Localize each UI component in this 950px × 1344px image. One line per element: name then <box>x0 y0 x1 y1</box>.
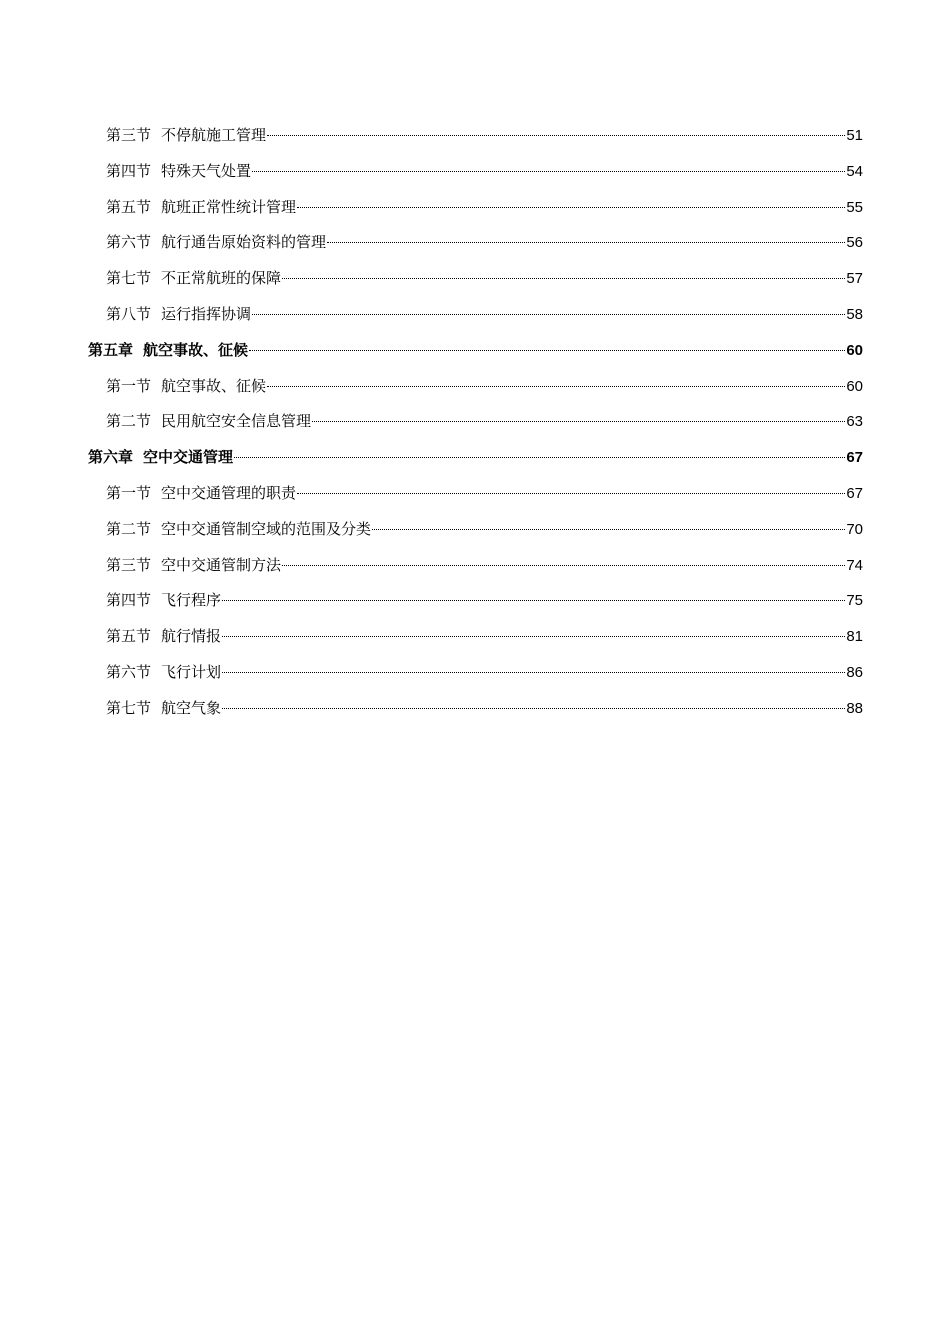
toc-entry-section[interactable] <box>88 225 863 261</box>
toc-dot-leader <box>252 171 845 172</box>
toc-dot-leader <box>222 600 845 601</box>
toc-dot-leader <box>312 421 845 422</box>
toc-entry-title: 空中交通管理的职责 <box>161 483 297 502</box>
toc-entry-page: 86 <box>846 663 863 681</box>
toc-entry-page: 63 <box>846 413 863 431</box>
toc-entry-page: 51 <box>846 127 863 144</box>
toc-entry-title: 航空事故、征候 <box>161 376 267 395</box>
toc-dot-leader <box>222 708 845 709</box>
toc-entry-page: 88 <box>846 699 863 717</box>
toc-entry-section[interactable] <box>88 190 863 226</box>
toc-entry-number: 第七节 <box>106 698 152 717</box>
toc-entry-title: 运行指挥协调 <box>161 304 252 323</box>
toc-entry-number: 第四节 <box>106 161 152 180</box>
table-of-contents <box>88 118 863 727</box>
toc-entry-page: 60 <box>846 377 863 395</box>
toc-entry-title: 空中交通管理 <box>143 448 234 467</box>
toc-dot-leader <box>222 672 845 673</box>
toc-entry-section[interactable] <box>88 369 863 405</box>
toc-entry-title: 不停航施工管理 <box>161 126 267 144</box>
toc-entry-number: 第五章 <box>88 340 134 359</box>
toc-entry-section[interactable] <box>88 548 863 584</box>
toc-entry-page: 70 <box>846 520 863 538</box>
toc-entry-page: 58 <box>846 305 863 323</box>
toc-entry-section[interactable] <box>88 261 863 297</box>
toc-entry-page: 54 <box>846 162 863 180</box>
toc-entry-number: 第一节 <box>106 483 152 502</box>
toc-dot-leader <box>282 565 845 566</box>
toc-entry-number: 第四节 <box>106 591 152 610</box>
toc-dot-leader <box>282 278 845 279</box>
toc-entry-page: 55 <box>846 198 863 216</box>
toc-dot-leader <box>297 493 845 494</box>
toc-entry-title: 航空气象 <box>161 698 222 717</box>
toc-entry-number: 第六节 <box>106 233 152 252</box>
toc-dot-leader <box>222 636 845 637</box>
toc-entry-title: 不正常航班的保障 <box>161 269 282 288</box>
toc-dot-leader <box>327 242 845 243</box>
toc-dot-leader <box>249 350 845 351</box>
toc-dot-leader <box>267 386 845 387</box>
toc-entry-page: 67 <box>846 484 863 502</box>
toc-entry-title: 空中交通管制方法 <box>161 555 282 574</box>
toc-entry-section[interactable] <box>88 512 863 548</box>
toc-entry-section[interactable] <box>88 583 863 619</box>
toc-entry-section[interactable] <box>88 619 863 655</box>
toc-dot-leader <box>297 207 845 208</box>
toc-entry-number: 第二节 <box>106 519 152 538</box>
toc-entry-number: 第五节 <box>106 197 152 216</box>
toc-entry-section[interactable] <box>88 476 863 512</box>
toc-entry-section[interactable] <box>88 297 863 333</box>
toc-dot-leader <box>234 457 845 458</box>
toc-entry-section[interactable] <box>88 404 863 440</box>
toc-dot-leader <box>267 135 845 136</box>
toc-entry-section[interactable] <box>88 154 863 190</box>
toc-entry-section[interactable] <box>88 655 863 691</box>
toc-entry-page: 67 <box>846 449 863 467</box>
toc-entry-page: 81 <box>846 628 863 646</box>
toc-entry-title: 飞行程序 <box>161 591 222 610</box>
toc-entry-title: 空中交通管制空域的范围及分类 <box>161 519 372 538</box>
toc-entry-number: 第七节 <box>106 269 152 288</box>
toc-entry-title: 特殊天气处置 <box>161 161 252 180</box>
toc-entry-title: 航行通告原始资料的管理 <box>161 233 327 252</box>
toc-dot-leader <box>372 529 845 530</box>
toc-entry-number: 第二节 <box>106 412 152 431</box>
toc-entry-title: 飞行计划 <box>161 662 222 681</box>
toc-entry-number: 第一节 <box>106 376 152 395</box>
toc-entry-title: 航班正常性统计管理 <box>161 197 297 216</box>
toc-entry-title: 航空事故、征候 <box>143 340 249 359</box>
toc-entry-page: 75 <box>846 592 863 610</box>
toc-dot-leader <box>252 314 845 315</box>
toc-entry-number: 第八节 <box>106 304 152 323</box>
toc-entry-chapter[interactable] <box>88 440 863 476</box>
toc-entry-number: 第六节 <box>106 662 152 681</box>
toc-entry-chapter[interactable] <box>88 333 863 369</box>
toc-entry-section[interactable] <box>88 691 863 727</box>
toc-entry-page: 56 <box>846 234 863 252</box>
toc-entry-page: 74 <box>846 556 863 574</box>
toc-entry-number: 第三节 <box>106 126 152 144</box>
toc-entry-title: 民用航空安全信息管理 <box>161 412 312 431</box>
toc-entry-section[interactable] <box>88 118 863 154</box>
toc-entry-number: 第六章 <box>88 448 134 467</box>
toc-entry-page: 57 <box>846 270 863 288</box>
toc-entry-page: 60 <box>846 341 863 359</box>
toc-entry-title: 航行情报 <box>161 627 222 646</box>
toc-entry-number: 第五节 <box>106 627 152 646</box>
toc-entry-number: 第三节 <box>106 555 152 574</box>
